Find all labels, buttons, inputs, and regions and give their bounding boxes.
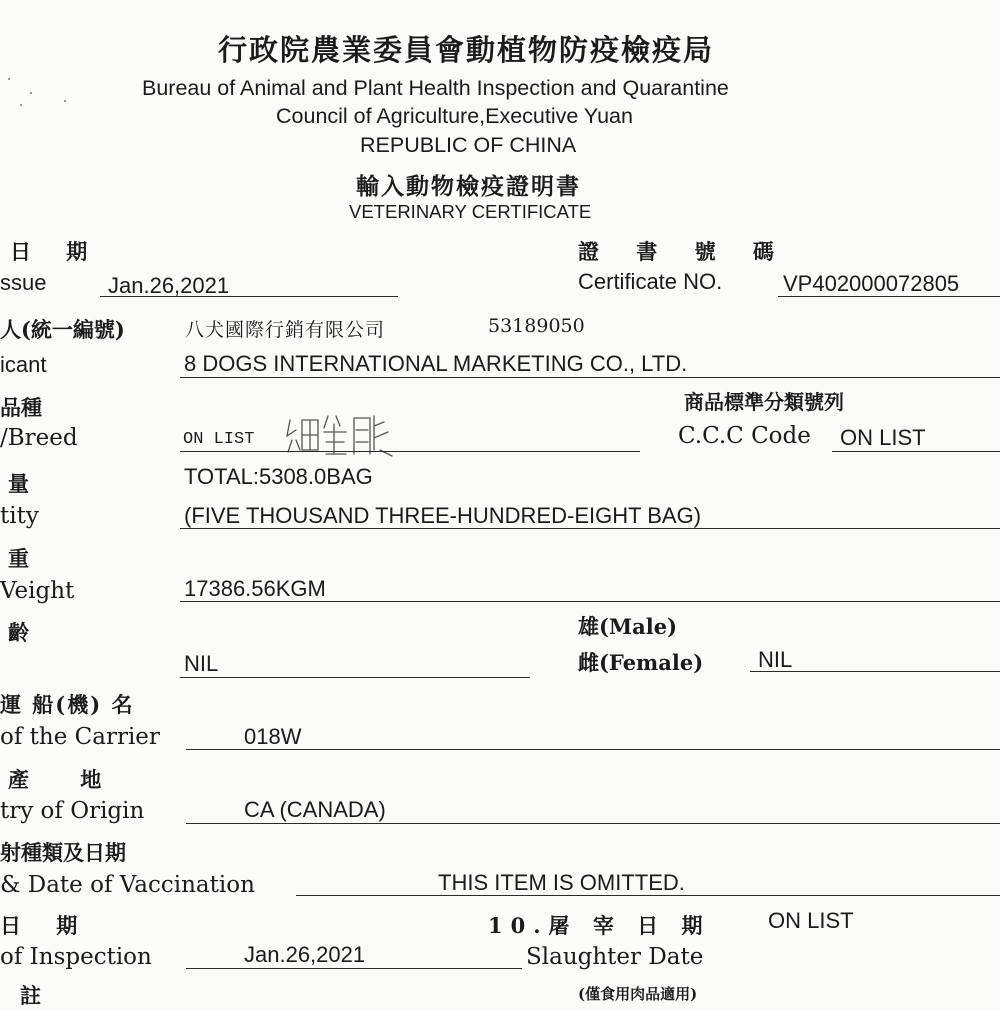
date-issue-label-en: ssue — [0, 270, 47, 295]
vaccination-label-zh: 射種類及日期 — [0, 840, 126, 865]
country-name: REPUBLIC OF CHINA — [360, 133, 577, 157]
vaccination-label-en: & Date of Vaccination — [0, 872, 255, 898]
ccc-label-zh: 商品標準分類號列 — [684, 390, 844, 414]
age-underline — [180, 677, 530, 678]
origin-label-en: try of Origin — [0, 798, 145, 824]
age-value: NIL — [184, 651, 219, 676]
certificate-no-underline — [778, 296, 1000, 297]
applicant-label-en: icant — [0, 352, 47, 377]
weight-label-zh: 重 — [8, 546, 29, 571]
carrier-label-zh: 運 船(機) 名 — [0, 692, 135, 717]
certificate-no-label-en: Certificate NO. — [578, 269, 723, 294]
origin-value: CA (CANADA) — [244, 797, 386, 822]
weight-underline — [180, 601, 1000, 602]
slaughter-label-en: Slaughter Date — [526, 944, 704, 970]
applicant-name-en: 8 DOGS INTERNATIONAL MARKETING CO., LTD. — [184, 351, 688, 376]
age-label-zh: 齡 — [8, 620, 29, 645]
document-title-en: VETERINARY CERTIFICATE — [349, 201, 592, 222]
inspection-value: Jan.26,2021 — [244, 942, 366, 967]
quantity-label-en: tity — [0, 503, 39, 529]
vaccination-value: THIS ITEM IS OMITTED. — [438, 870, 685, 895]
weight-value: 17386.56KGM — [184, 576, 326, 601]
date-issue-value: Jan.26,2021 — [108, 273, 230, 298]
scan-speck — [30, 92, 32, 94]
inspection-label-en: of Inspection — [0, 944, 152, 970]
applicant-tax-id: 53189050 — [488, 315, 585, 337]
remarks-label-zh: 註 — [20, 983, 41, 1008]
carrier-underline — [186, 749, 1000, 750]
document-title-zh: 輸入動物檢疫證明書 — [356, 173, 581, 200]
applicant-label-zh: 人(統一編號) — [0, 317, 125, 342]
breed-underline — [180, 451, 640, 452]
slaughter-note: (僅食用肉品適用) — [578, 985, 698, 1003]
breed-value: ON LIST — [183, 430, 255, 449]
ccc-value: ON LIST — [840, 425, 926, 450]
ccc-label-en: C.C.C Code — [678, 423, 811, 449]
scan-speck — [64, 100, 66, 102]
carrier-value: 018W — [244, 724, 302, 749]
sex-female-label: 雌(Female) — [578, 650, 704, 675]
agency-name-zh: 行政院農業委員會動植物防疫檢疫局 — [218, 33, 715, 67]
certificate-no-label-zh: 證 書 號 碼 — [578, 239, 789, 264]
ccc-underline — [832, 451, 1000, 452]
slaughter-label-zh: 10.屠 宰 日 期 — [488, 913, 711, 938]
applicant-underline — [180, 377, 1000, 378]
applicant-name-zh: 八犬國際行銷有限公司 — [185, 319, 386, 341]
sex-male-label: 雄(Male) — [578, 614, 678, 639]
date-issue-underline — [100, 296, 398, 297]
sex-underline — [750, 671, 1000, 672]
breed-label-en: /Breed — [0, 425, 78, 451]
scan-speck — [8, 78, 10, 80]
sex-value: NIL — [758, 647, 793, 672]
agency-name-en: Bureau of Animal and Plant Health Inspection and Quarantine — [142, 76, 729, 100]
date-issue-label-zh: 日 期 — [10, 239, 102, 264]
scan-speck — [20, 104, 22, 106]
vaccination-underline — [296, 895, 1000, 896]
council-name: Council of Agriculture,Executive Yuan — [276, 104, 633, 128]
carrier-label-en: of the Carrier — [0, 724, 160, 750]
origin-label-zh: 產 地 — [8, 767, 124, 792]
quantity-value: TOTAL:5308.0BAG — [184, 464, 373, 489]
quantity-underline — [180, 528, 1000, 529]
origin-underline — [186, 823, 1000, 824]
inspection-underline — [186, 968, 522, 969]
weight-label-en: Veight — [0, 578, 75, 604]
inspection-label-zh: 日 期 — [0, 913, 92, 938]
quantity-value-words: (FIVE THOUSAND THREE-HUNDRED-EIGHT BAG) — [184, 503, 702, 528]
certificate-no-value: VP402000072805 — [783, 271, 960, 296]
breed-label-zh: 品種 — [0, 395, 42, 420]
quantity-label-zh: 量 — [8, 471, 29, 496]
slaughter-value: ON LIST — [768, 908, 854, 933]
